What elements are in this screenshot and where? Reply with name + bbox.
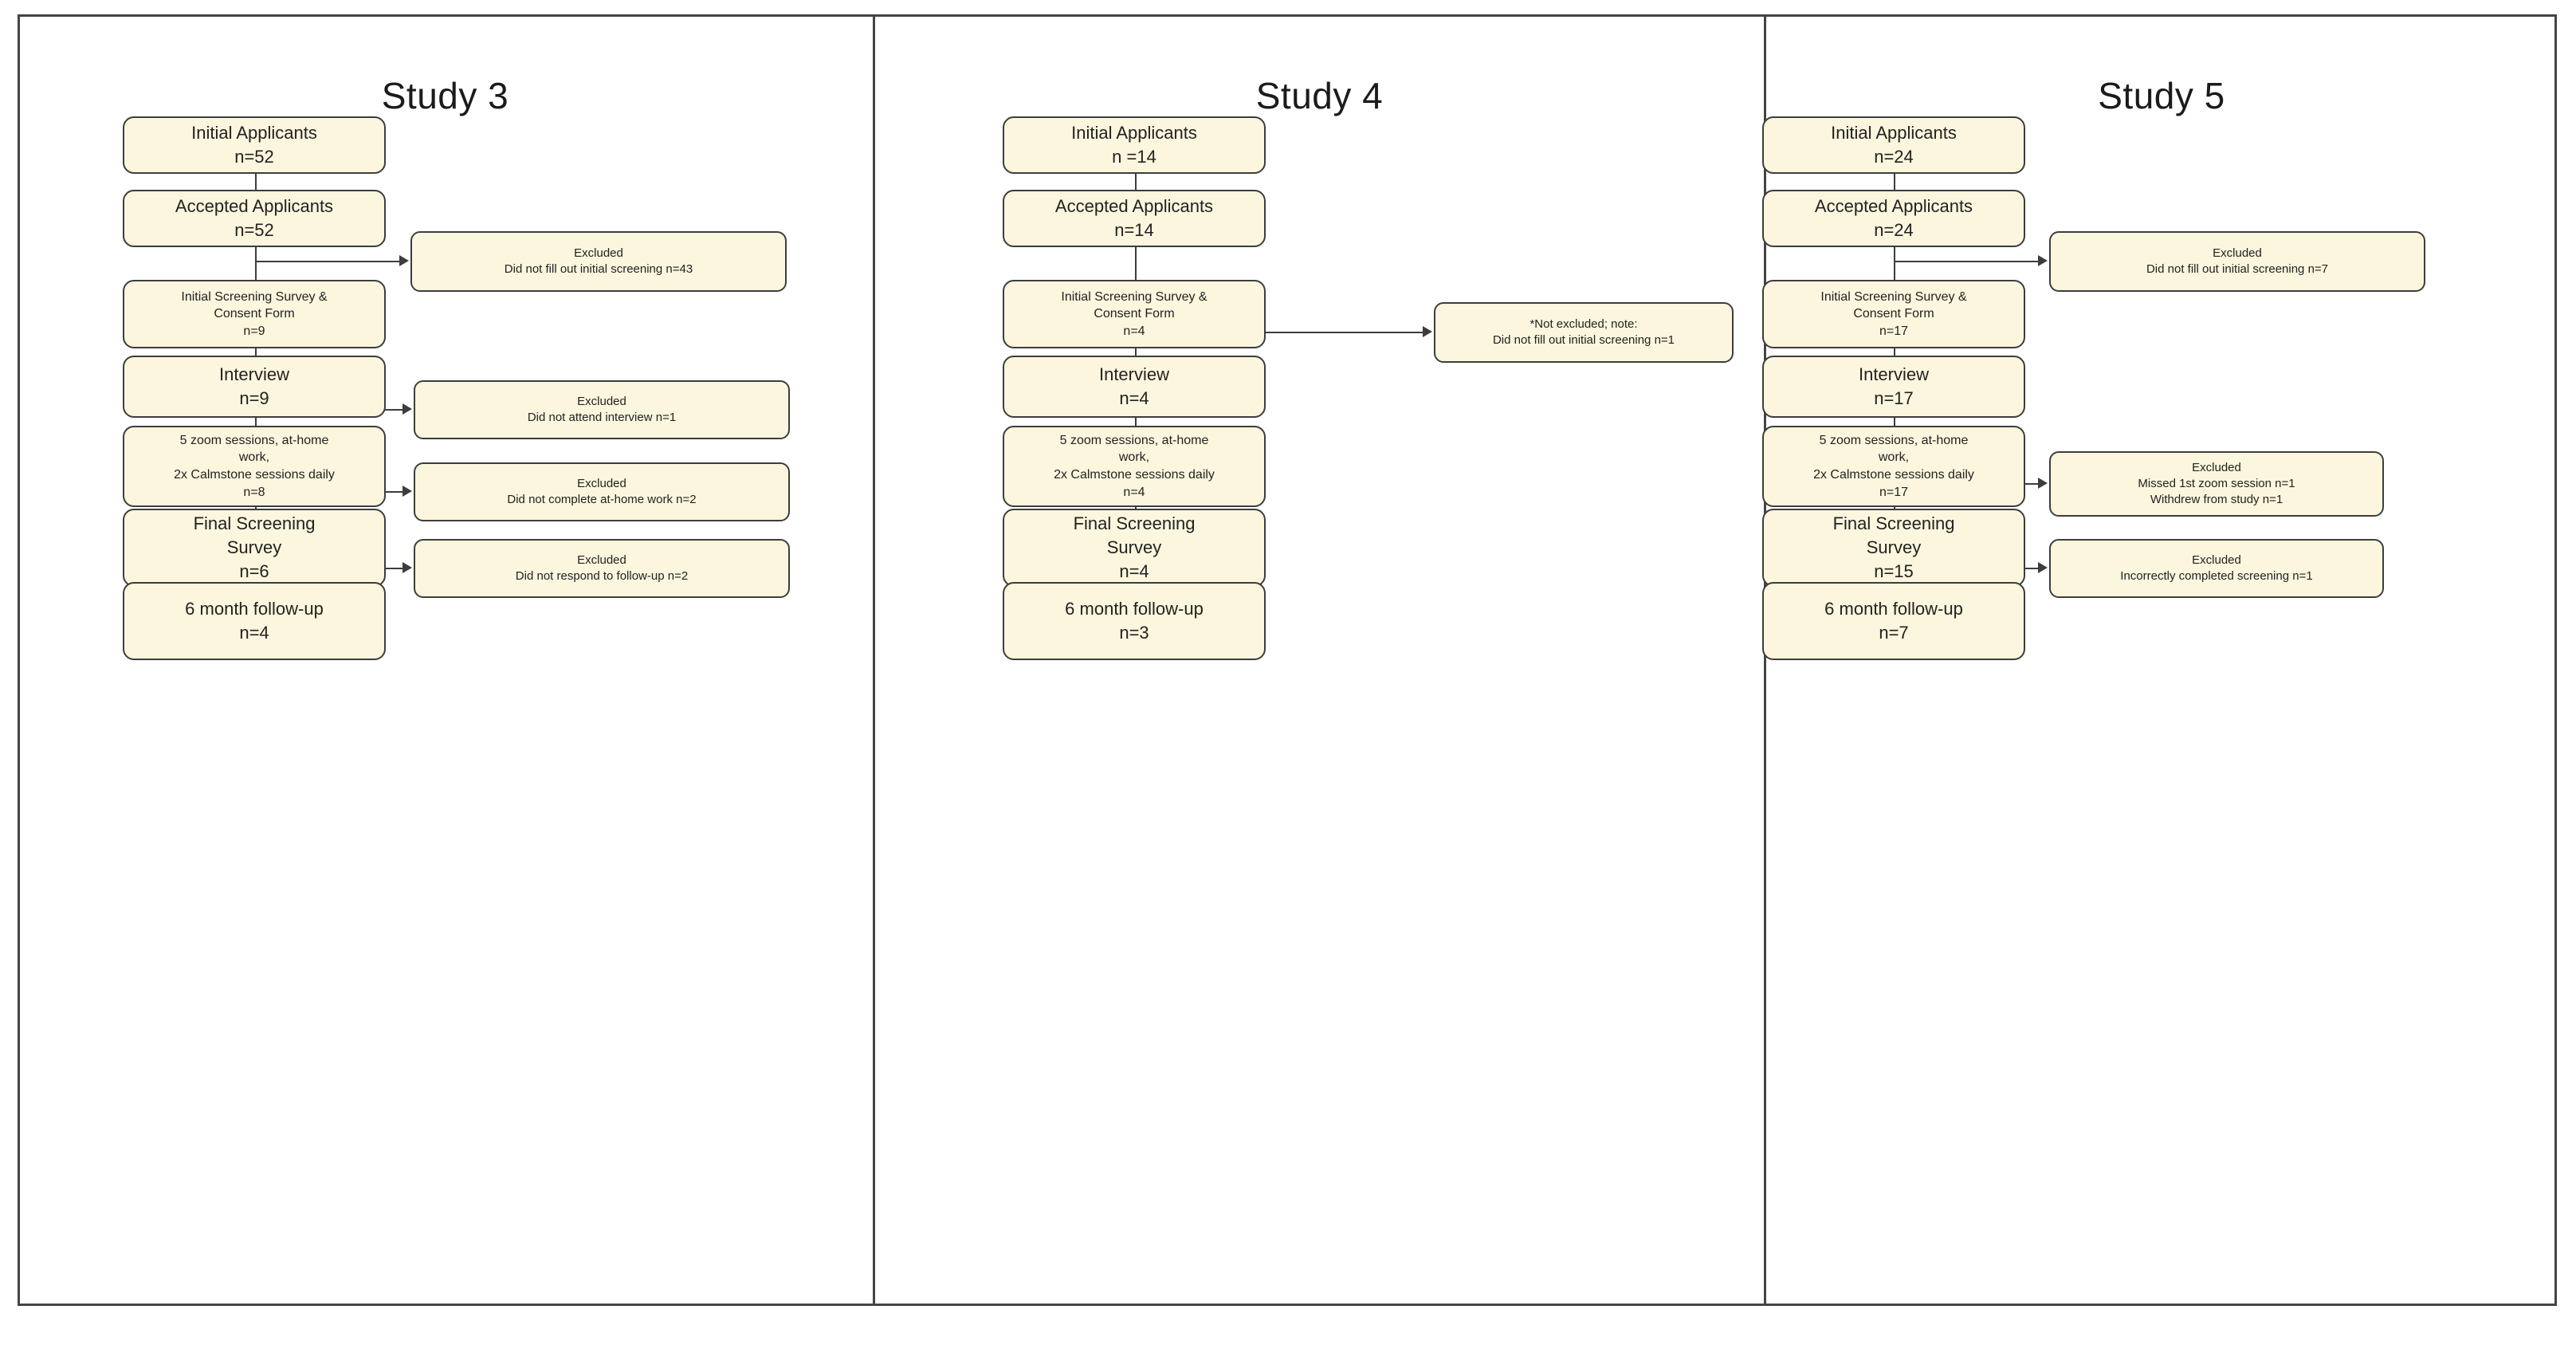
node-note-not-excluded: *Not excluded; note: Did not fill out initial screening n=1 bbox=[1434, 302, 1734, 363]
node-initial-screening-survey: Initial Screening Survey & Consent Form n=4 bbox=[1003, 280, 1266, 348]
node-interview: Interview n=9 bbox=[123, 356, 386, 418]
node-exclusion-1: Excluded Did not fill out initial screening n=43 bbox=[410, 231, 787, 292]
panel-study-5 bbox=[1766, 14, 2557, 1306]
panel-title-study-3: Study 3 bbox=[381, 75, 509, 116]
branch-arrow-exclusion-1 bbox=[399, 255, 409, 266]
node-zoom-sessions: 5 zoom sessions, at-home work, 2x Calmstone sessions daily n=8 bbox=[123, 426, 386, 507]
node-exclusion-4: Excluded Did not respond to follow-up n=2 bbox=[414, 539, 790, 598]
node-six-month-followup: 6 month follow-up n=7 bbox=[1762, 582, 2025, 660]
panel-study-4 bbox=[875, 14, 1764, 1306]
branch-line-exclusion-1 bbox=[255, 261, 401, 262]
node-interview: Interview n=4 bbox=[1003, 356, 1266, 418]
node-initial-applicants: Initial Applicants n=24 bbox=[1762, 116, 2025, 174]
node-exclusion-3: Excluded Did not complete at-home work n=2 bbox=[414, 462, 790, 521]
connector-accepted-to-screening bbox=[255, 244, 257, 283]
panel-study-3 bbox=[18, 14, 873, 1306]
panel-title-study-5: Study 5 bbox=[2098, 75, 2225, 116]
node-initial-applicants: Initial Applicants n=52 bbox=[123, 116, 386, 174]
node-final-screening-survey: Final Screening Survey n=6 bbox=[123, 509, 386, 587]
node-final-screening-survey: Final Screening Survey n=4 bbox=[1003, 509, 1266, 587]
node-six-month-followup: 6 month follow-up n=4 bbox=[123, 582, 386, 660]
node-final-screening-survey: Final Screening Survey n=15 bbox=[1762, 509, 2025, 587]
branch-arrow-exclusion-3 bbox=[402, 486, 412, 497]
node-accepted-applicants: Accepted Applicants n=14 bbox=[1003, 190, 1266, 247]
node-exclusion-2: Excluded Missed 1st zoom session n=1 Withdrew from study n=1 bbox=[2049, 451, 2384, 517]
branch-arrow-exclusion-4 bbox=[402, 562, 412, 573]
node-interview: Interview n=17 bbox=[1762, 356, 2025, 418]
branch-arrow-exclusion-2 bbox=[2038, 478, 2048, 489]
panel-title-study-4: Study 4 bbox=[1255, 75, 1384, 116]
branch-arrow-exclusion-2 bbox=[402, 403, 412, 415]
node-initial-screening-survey: Initial Screening Survey & Consent Form n=17 bbox=[1762, 280, 2025, 348]
node-initial-applicants: Initial Applicants n =14 bbox=[1003, 116, 1266, 174]
node-zoom-sessions: 5 zoom sessions, at-home work, 2x Calmstone sessions daily n=4 bbox=[1003, 426, 1266, 507]
node-exclusion-3: Excluded Incorrectly completed screening n=1 bbox=[2049, 539, 2384, 598]
branch-arrow-note-1 bbox=[1423, 326, 1432, 337]
branch-arrow-exclusion-1 bbox=[2038, 255, 2048, 266]
connector-accepted-to-screening bbox=[1894, 244, 1895, 283]
node-exclusion-1: Excluded Did not fill out initial screening n=7 bbox=[2049, 231, 2425, 292]
connector-accepted-to-screening bbox=[1135, 244, 1137, 283]
node-six-month-followup: 6 month follow-up n=3 bbox=[1003, 582, 1266, 660]
branch-line-exclusion-1 bbox=[1894, 261, 2040, 262]
node-exclusion-2: Excluded Did not attend interview n=1 bbox=[414, 380, 790, 439]
node-initial-screening-survey: Initial Screening Survey & Consent Form n=9 bbox=[123, 280, 386, 348]
node-accepted-applicants: Accepted Applicants n=52 bbox=[123, 190, 386, 247]
node-accepted-applicants: Accepted Applicants n=24 bbox=[1762, 190, 2025, 247]
branch-arrow-exclusion-3 bbox=[2038, 562, 2048, 573]
node-zoom-sessions: 5 zoom sessions, at-home work, 2x Calmstone sessions daily n=17 bbox=[1762, 426, 2025, 507]
